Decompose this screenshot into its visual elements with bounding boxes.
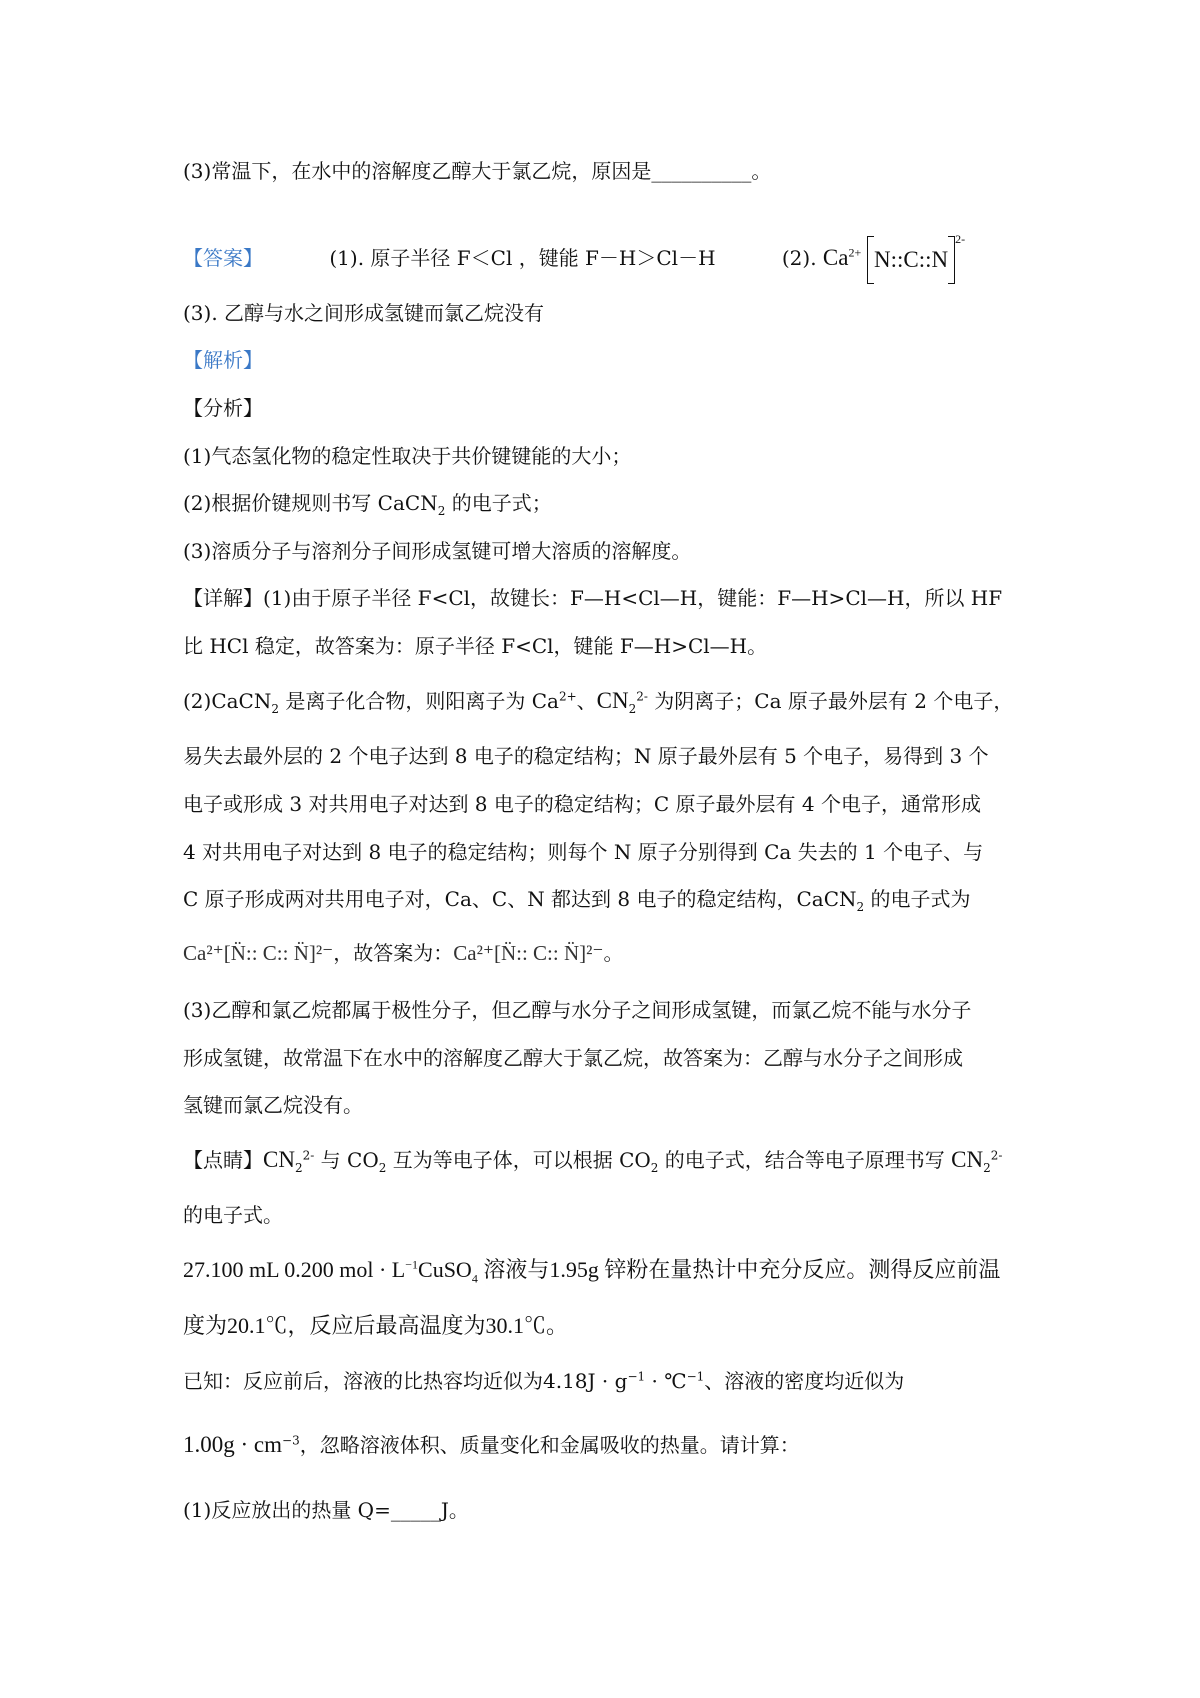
t: −1 [686,1369,705,1384]
t: −1 [627,1369,646,1384]
detail-4: 易失去最外层的 2 个电子达到 8 电子的稳定结构；N 原子最外层有 5 个电子，易得到 3 个 [183,744,989,768]
t: −3 [282,1433,300,1448]
t: 互为等电子体，可以根据 CO [386,1148,651,1172]
answer-2-formula [822,232,966,272]
analysis-3: (3)溶质分子与溶剂分子间形成氢键可增大溶质的溶解度。 [183,539,692,563]
detail-3 [183,688,1013,714]
t: 2- [636,689,648,704]
explain-3-2: 形成氢键，故常温下在水中的溶解度乙醇大于氯乙烷，故答案为：乙醇与水分子之间形成 [183,1046,963,1070]
t: 2 [650,1161,659,1175]
t: 2+ [558,689,577,704]
t: 已知：反应前后，溶液的比热容均近似为4.18J · g [183,1369,628,1393]
jiexi-heading: 【解析】 [183,348,263,372]
detail-8 [183,940,624,966]
question-27-temps: 度为20.1℃，反应后最高温度为30.1℃。 [183,1313,569,1338]
t: 。 [603,941,624,965]
explain-3-1: (3)乙醇和氯乙烷都属于极性分子，但乙醇与水分子之间形成氢键，而氯乙烷不能与水分子 [183,998,972,1022]
question-3: (3)常温下，在水中的溶解度乙醇大于氯乙烷，原因是__________。 [183,159,772,183]
t: 的电子式，结合等电子原理书写 [658,1148,952,1172]
question-27-density [183,1432,800,1458]
t: 与 CO [314,1148,379,1172]
t: 2- [302,1148,315,1163]
t: ，忽略溶液体积、质量变化和金属吸收的热量。请计算： [299,1433,800,1457]
t: C 原子形成两对共用电子对，Ca、C、N 都达到 8 电子的稳定结构，CaCN [183,887,857,911]
detail-2: 比 HCl 稳定，故答案为：原子半径 F<Cl，键能 F—H>Cl—H。 [183,634,768,658]
t: 【点睛】 [183,1148,263,1172]
cation: Ca [822,245,849,270]
question-27-part-1: (1)反应放出的热量 Q=_____J。 [183,1498,469,1522]
answer-3: (3). 乙醇与水之间形成氢键而氯乙烷没有 [183,301,545,325]
detail-1: 【详解】(1)由于原子半径 F<Cl，故键长：F—H<Cl—H，键能：F—H>Cl—H，所以 HF [183,586,1003,610]
explain-3-3: 氢键而氯乙烷没有。 [183,1093,363,1117]
t: 2 [983,1161,991,1175]
t: 是离子化合物，则阳离子为 Ca [279,689,559,713]
detail-7 [183,886,971,912]
t: (2)CaCN [183,689,272,713]
t: 2 [437,504,446,518]
t: CN [263,1147,295,1172]
t: 、溶液的密度均近似为 [704,1369,905,1393]
dianjing-2: 的电子式。 [183,1203,283,1227]
t: 、 [576,689,597,713]
anion-bracket [867,236,955,284]
t: 2- [990,1148,1003,1163]
cn2-ion: CN [596,688,629,713]
t: 2 [628,702,637,716]
t: 2 [271,702,279,716]
anion-charge: 2- [955,232,966,246]
electron-formula-image: Ca²⁺[N̈:: C:: N̈]²⁻ [183,941,334,965]
t: −1 [405,1257,419,1272]
cation-charge: 2+ [848,245,862,260]
answer-2-label: (2). [781,246,817,270]
analysis-1: (1)气态氢化物的稳定性取决于共价键键能的大小； [183,444,632,468]
anion: N::C::N [874,246,949,272]
question-27 [183,1257,1001,1286]
analysis-2 [183,490,552,516]
t: 1.00g · cm [183,1432,283,1457]
t: CN [951,1147,984,1172]
detail-6: 4 对共用电子对达到 8 电子的稳定结构；则每个 N 原子分别得到 Ca 失去的 1 个电子、与 [183,840,984,864]
t: · ℃ [645,1369,687,1393]
answer-1: (1). 原子半径 F＜Cl ，键能 F－H＞Cl－H [329,246,716,270]
answer-tag: 【答案】 [183,246,263,270]
t: (2)根据价键规则书写 CaCN [183,491,438,515]
t: 2 [856,900,865,914]
t: 27.100 mL 0.200 mol · L [183,1257,406,1282]
t: CuSO [418,1257,472,1282]
t: 的电子式为 [864,887,971,911]
dianjing [183,1147,1002,1173]
question-27-given [183,1368,904,1394]
detail-5: 电子或形成 3 对共用电子对达到 8 电子的稳定结构；C 原子最外层有 4 个电子，通常形成 [183,792,981,816]
t: 为阴离子；Ca 原子最外层有 2 个电子， [647,689,1014,713]
t: 的电子式； [445,491,552,515]
electron-formula-image: Ca²⁺[N̈:: C:: N̈]²⁻ [453,941,604,965]
t: 2 [294,1161,303,1175]
answer-line [183,228,965,288]
t: 溶液与1.95g 锌粉在量热计中充分反应。测得反应前温 [477,1257,1001,1282]
t: 4 [471,1271,478,1286]
fenxi-heading: 【分析】 [183,396,263,420]
t: ，故答案为： [333,941,454,965]
t: 2 [378,1161,387,1175]
